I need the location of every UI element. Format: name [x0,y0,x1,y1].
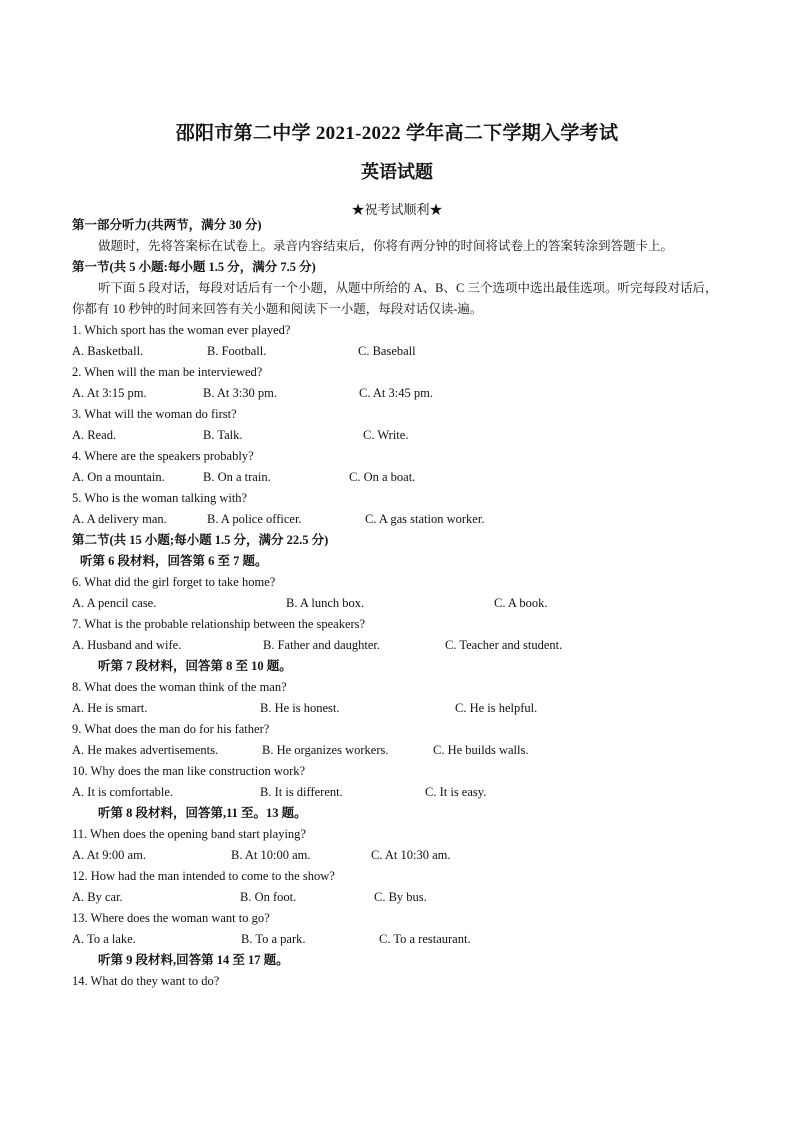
group-8-heading: 听第 8 段材料，回答第,11 至。13 题。 [98,806,307,820]
option-a: A. Husband and wife. [72,638,182,652]
options-1 [72,341,724,362]
question-10: 10. Why does the man like construction work? [72,764,306,778]
options-8 [72,698,724,719]
options-2 [72,383,724,404]
exam-content [72,215,724,992]
option-c: C. A book. [494,596,548,610]
part1-instruction: 做题时，先将答案标在试卷上。录音内容结束后，你将有两分钟的时间将试卷上的答案转涂到答题卡上。 [98,239,674,253]
options-3 [72,425,724,446]
option-a: A. At 3:15 pm. [72,386,147,400]
part1-heading: 第一部分听力(共两节，满分 30 分) [72,218,262,232]
option-b: B. Football. [207,344,267,358]
question-12: 12. How had the man intended to come to the show? [72,869,335,883]
options-7 [72,635,724,656]
option-c: C. A gas station worker. [365,512,485,526]
group-9-heading: 听第 9 段材料,回答第 14 至 17 题。 [98,953,289,967]
group-6-heading: 听第 6 段材料，回答第 6 至 7 题。 [80,554,268,568]
option-a: A. He makes advertisements. [72,743,219,757]
question-5: 5. Who is the woman talking with? [72,491,248,505]
option-b: B. On foot. [240,890,297,904]
option-c: C. On a boat. [349,470,416,484]
option-b: B. It is different. [260,785,343,799]
option-a: A. On a mountain. [72,470,165,484]
options-10 [72,782,724,803]
option-b: B. A lunch box. [286,596,365,610]
option-a: A. It is comfortable. [72,785,174,799]
section1-instruction: 听下面 5 段对话，每段对话后有一个小题，从题中所给的 A、B、C 三个选项中选出最佳选项。听完每段对话后，你都有 10 秒钟的时间来回答有关小题和阅读下一小题，每段对话仅读-遍。 [72,281,718,316]
options-12 [72,887,724,908]
options-6 [72,593,724,614]
group-7-heading: 听第 7 段材料，回答第 8 至 10 题。 [98,659,292,673]
option-a: A. He is smart. [72,701,148,715]
option-b: B. He is honest. [260,701,340,715]
exam-subtitle: 英语试题 [361,162,433,182]
section2-heading: 第二节(共 15 小题;每小题 1.5 分，满分 22.5 分) [72,533,329,547]
option-c: C. Teacher and student. [445,638,563,652]
option-c: C. He builds walls. [433,743,529,757]
option-a: A. Basketball. [72,344,144,358]
option-c: C. To a restaurant. [379,932,471,946]
option-a: A. By car. [72,890,123,904]
option-a: A. To a lake. [72,932,136,946]
question-4: 4. Where are the speakers probably? [72,449,254,463]
question-2: 2. When will the man be interviewed? [72,365,263,379]
question-13: 13. Where does the woman want to go? [72,911,270,925]
option-b: B. He organizes workers. [262,743,389,757]
exam-title: 邵阳市第二中学 2021-2022 学年高二下学期入学考试 [175,123,619,144]
options-11 [72,845,724,866]
option-c: C. At 3:45 pm. [359,386,433,400]
option-a: A. Read. [72,428,117,442]
option-c: C. He is helpful. [455,701,538,715]
option-b: B. To a park. [241,932,306,946]
option-c: C. Baseball [358,344,416,358]
option-b: B. At 10:00 am. [231,848,311,862]
question-1: 1. Which sport has the woman ever played? [72,323,291,337]
question-3: 3. What will the woman do first? [72,407,237,421]
options-13 [72,929,724,950]
option-c: C. Write. [363,428,409,442]
section1-heading: 第一节(共 5 小题:每小题 1.5 分，满分 7.5 分) [72,260,316,274]
option-b: B. Father and daughter. [263,638,380,652]
option-a: A. A pencil case. [72,596,157,610]
options-5 [72,509,724,530]
question-7: 7. What is the probable relationship between the speakers? [72,617,366,631]
options-4 [72,467,724,488]
option-a: A. At 9:00 am. [72,848,146,862]
option-b: B. At 3:30 pm. [203,386,277,400]
options-9 [72,740,724,761]
option-c: C. It is easy. [425,785,487,799]
option-b: B. A police officer. [207,512,302,526]
option-c: C. At 10:30 am. [371,848,451,862]
good-luck-line: ★祝考试顺利★ [351,202,443,217]
option-a: A. A delivery man. [72,512,167,526]
option-c: C. By bus. [374,890,427,904]
option-b: B. On a train. [203,470,271,484]
option-b: B. Talk. [203,428,243,442]
question-9: 9. What does the man do for his father? [72,722,270,736]
question-11: 11. When does the opening band start playing? [72,827,306,841]
question-8: 8. What does the woman think of the man? [72,680,287,694]
question-14: 14. What do they want to do? [72,974,220,988]
question-6: 6. What did the girl forget to take home? [72,575,276,589]
